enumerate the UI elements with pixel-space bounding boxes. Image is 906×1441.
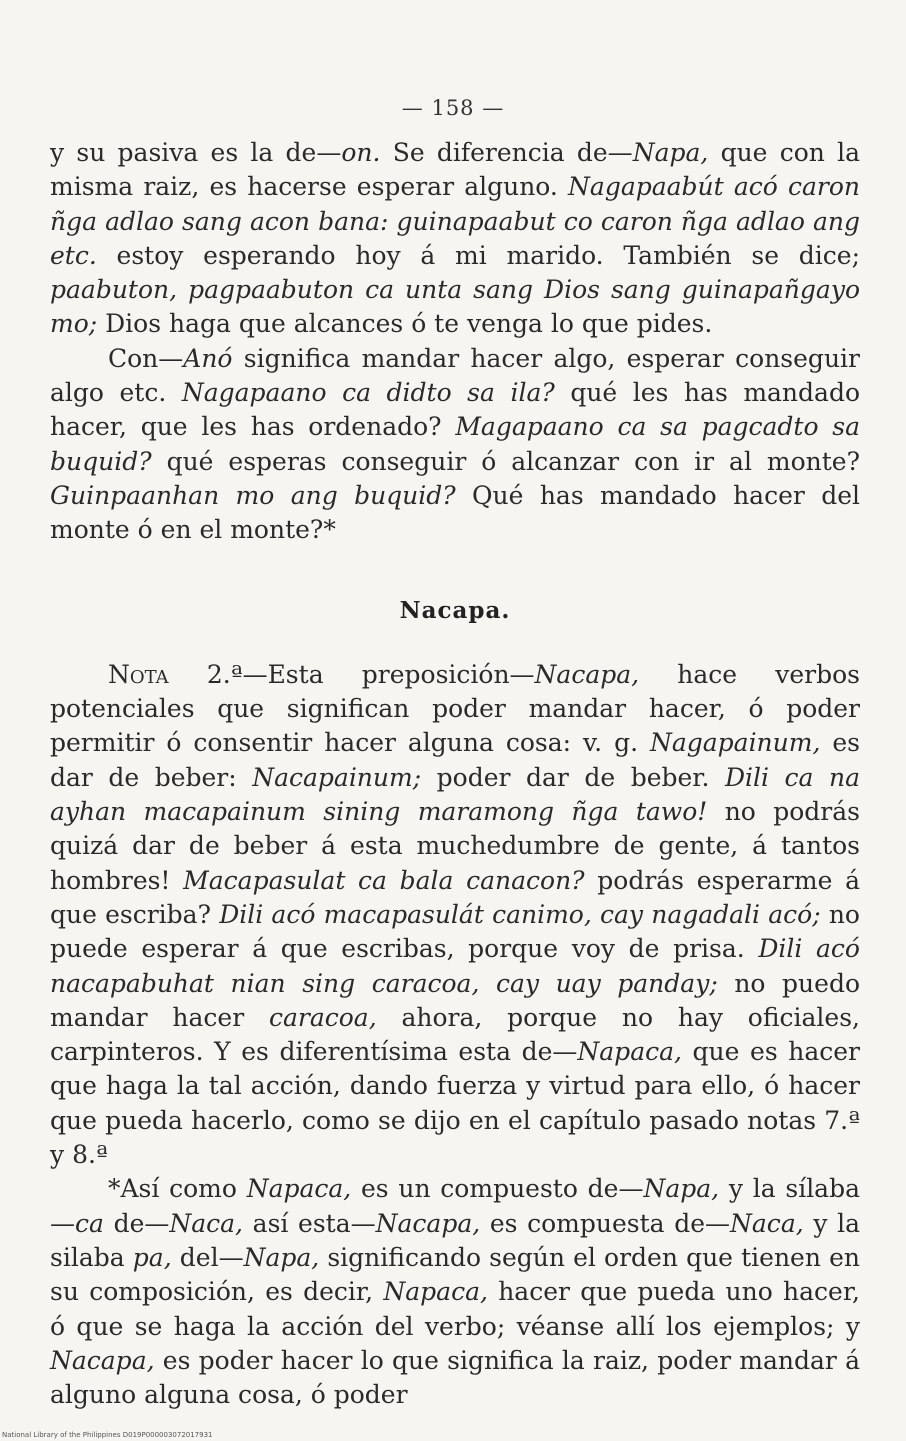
- page-number: — 158 —: [401, 96, 505, 120]
- section-heading: Nacapa.: [399, 596, 511, 624]
- paragraph-con-ano: Con—Anó significa mandar hacer algo, esperar conseguir algo etc. Nagapaano ca didto sa ila? qué les has mandado hacer, que les has ordenado? Magapaano ca sa pagcadto sa buquid? qué esperas conseguir ó alcanzar con ir al monte? Guinpaanhan mo ang buquid? Qué has mandado hacer del monte ó en el monte?*: [50, 343, 861, 545]
- body-text: [50, 136, 860, 1412]
- paragraph-footnote: *Así como Napaca, es un compuesto de—Napa, y la sílaba—ca de—Naca, así esta—Nacapa, es compuesta de—Naca, y la silaba pa, del—Napa, significando según el orden que tienen en su composición, es decir, Napaca, hacer que pueda uno hacer, ó que se haga la acción del verbo; véanse allí los ejemplos; y Nacapa, es poder hacer lo que significa la raiz, poder mandar á alguno alguna cosa, ó poder: [50, 1174, 861, 1410]
- library-footer: National Library of the Philippines D019P000003072017931: [2, 1431, 213, 1439]
- paragraph-nota-2: Nota 2.ª—Esta preposición—Nacapa, hace verbos potenciales que significan poder mandar hacer, ó poder permitir ó consentir hacer alguna cosa: v. g. Nagapainum, es dar de beber: Nacapainum; poder dar de beber. Dili ca na ayhan macapainum sining maramong ñga tawo! no podrás quizá dar de beber á esta muchedumbre de gente, á tantos hombres! Macapasulat ca bala canacon? podrás esperarme á que escriba? Dili acó macapasulát canimo, cay nagadali acó; no puede esperar á que escribas, porque voy de prisa. Dili acó nacapabuhat nian sing caracoa, cay uay panday; no puedo mandar hacer caracoa, ahora, porque no hay oficiales, carpinteros. Y es diferentísima esta de—Napaca, que es hacer que haga la tal acción, dando fuerza y virtud para ello, ó hacer que pueda hacerlo, como se dijo en el capítulo pasado notas 7.ª y 8.ª: [50, 659, 861, 1170]
- paragraph-pasiva: y su pasiva es la de—on. Se diferencia de—Napa, que con la misma raiz, es hacerse esperar alguno. Nagapaabút acó caron ñga adlao sang acon bana: guinapaabut co caron ñga adlao ang etc. estoy esperando hoy á mi marido. También se dice; paabuton, pagpaabuton ca unta sang Dios sang guinapañgayo mo; Dios haga que alcances ó te venga lo que pides.: [50, 138, 861, 339]
